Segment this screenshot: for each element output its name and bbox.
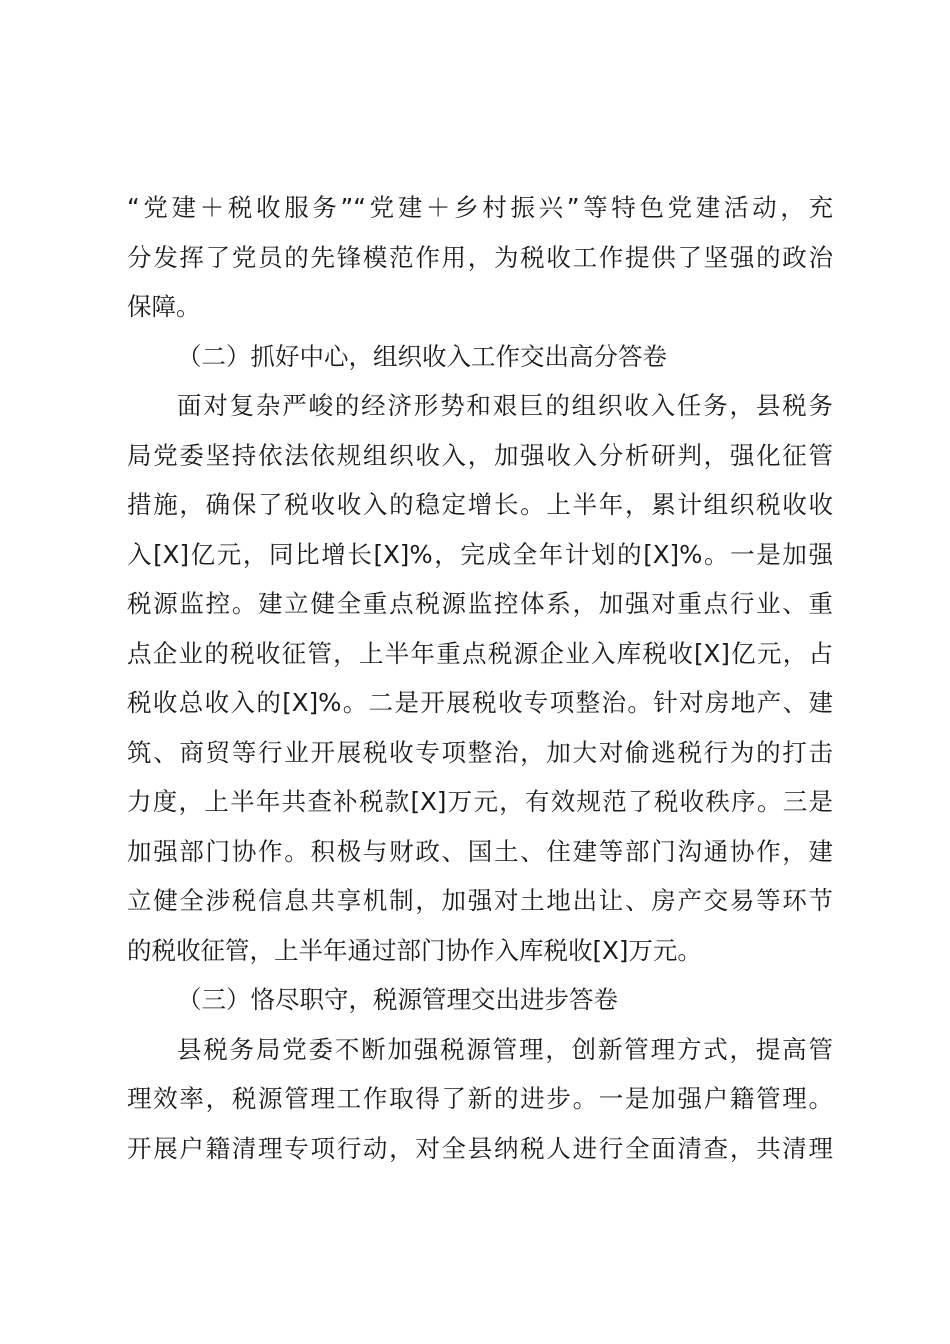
paragraph-line: 措施，确保了税收收入的稳定增长。上半年，累计组织税收收	[127, 490, 833, 519]
paragraph-line: 筑、商贸等行业开展税收专项整治，加大对偷逃税行为的打击	[127, 737, 833, 767]
paragraph-line: 入[X]亿元，同比增长[X]%，完成全年计划的[X]%。一是加强	[127, 539, 833, 569]
paragraph-line: “党建＋税收服务”“党建＋乡村振兴”等特色党建活动，充	[127, 193, 833, 222]
paragraph-line: 点企业的税收征管，上半年重点税源企业入库税收[X]亿元，占	[127, 638, 833, 668]
paragraph-line: 分发挥了党员的先锋模范作用，为税收工作提供了坚强的政治	[127, 242, 833, 272]
document-body	[127, 183, 833, 1173]
paragraph-line: 加强部门协作。积极与财政、国土、住建等部门沟通协作，建	[127, 836, 833, 866]
paragraph-line: 县税务局党委不断加强税源管理，创新管理方式，提高管	[177, 1034, 833, 1064]
paragraph-line: 立健全涉税信息共享机制，加强对土地出让、房产交易等环节	[127, 886, 833, 915]
section-heading-tax-source: （三）恪尽职守，税源管理交出进步答卷	[177, 985, 618, 1014]
paragraph-line: 保障。	[127, 292, 201, 321]
paragraph-revenue-collection	[127, 381, 833, 975]
paragraph-line: 局党委坚持依法依规组织收入，加强收入分析研判，强化征管	[127, 440, 833, 470]
paragraph-tax-source-management	[127, 1025, 833, 1174]
paragraph-line: 开展户籍清理专项行动，对全县纳税人进行全面清查，共清理	[127, 1133, 833, 1163]
paragraph-line: 的税收征管，上半年通过部门协作入库税收[X]万元。	[127, 935, 702, 965]
paragraph-line: 面对复杂严峻的经济形势和艰巨的组织收入任务，县税务	[177, 391, 833, 420]
paragraph-line: 理效率，税源管理工作取得了新的进步。一是加强户籍管理。	[127, 1084, 833, 1113]
section-heading-revenue: （二）抓好中心，组织收入工作交出高分答卷	[177, 341, 667, 371]
paragraph-party-building-conclusion	[127, 183, 833, 332]
paragraph-line: 税收总收入的[X]%。二是开展税收专项整治。针对房地产、建	[127, 688, 833, 717]
paragraph-line: 力度，上半年共查补税款[X]万元，有效规范了税收秩序。三是	[127, 787, 833, 816]
paragraph-line: 税源监控。建立健全重点税源监控体系，加强对重点行业、重	[127, 589, 833, 618]
